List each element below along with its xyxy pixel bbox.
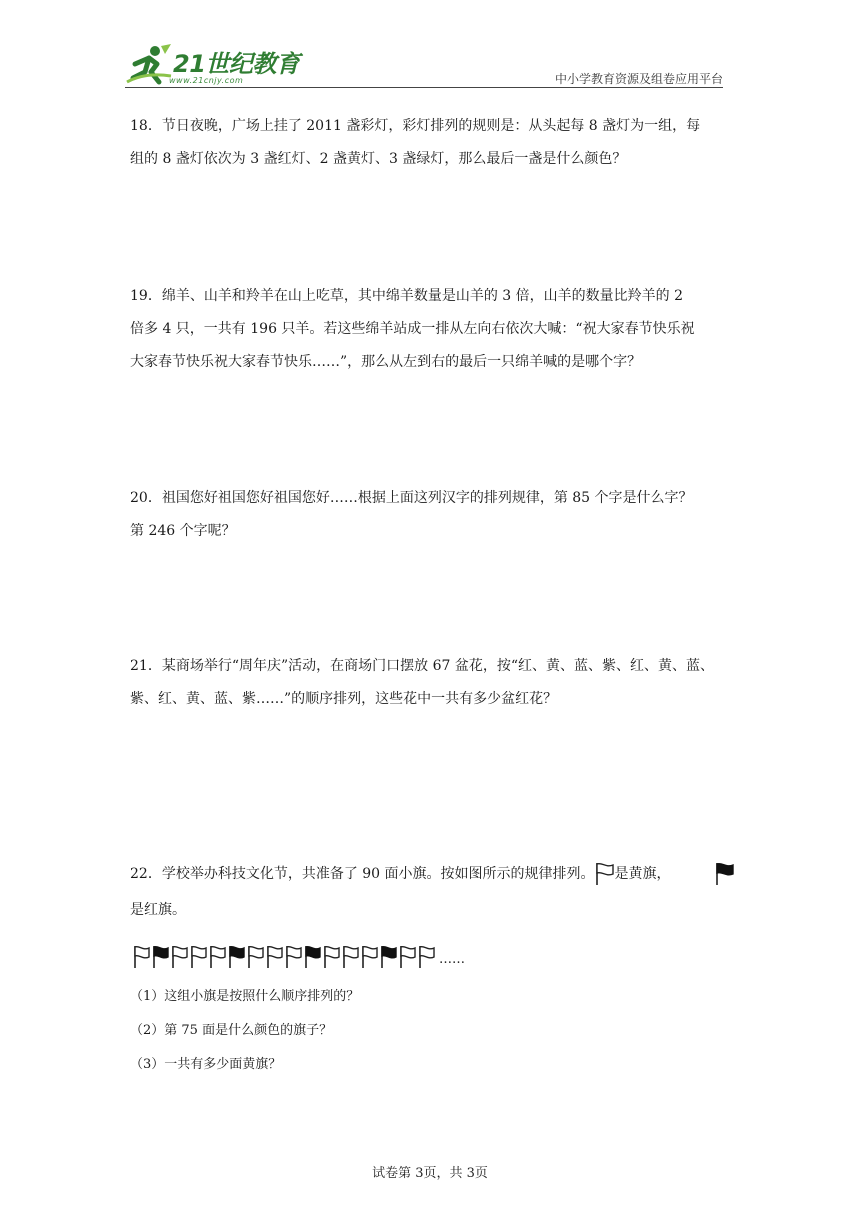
question-line: 组的 8 盏灯依次为 3 盏红灯、2 盏黄灯、3 盏绿灯，那么最后一盏是什么颜色？ — [130, 151, 627, 167]
question-18 — [130, 110, 730, 176]
red-flag-icon — [715, 862, 735, 886]
yellow-flag-label: 是黄旗， — [614, 866, 671, 882]
red-flag-icon — [228, 945, 246, 969]
yellow-flag-icon — [209, 945, 227, 969]
question-20 — [130, 482, 730, 548]
yellow-flag-icon — [361, 945, 379, 969]
question-22 — [130, 856, 730, 928]
red-flag-icon — [152, 945, 170, 969]
question-line: 20．祖国您好祖国您好祖国您好……根据上面这列汉字的排列规律，第 85 个字是什么字？ — [130, 490, 693, 506]
yellow-flag-icon — [247, 945, 265, 969]
yellow-flag-icon — [595, 862, 615, 886]
red-flag-icon — [304, 945, 322, 969]
question-line: 18．节日夜晚，广场上挂了 2011 盏彩灯，彩灯排列的规则是：从头起每 8 盏灯为一组，每 — [130, 118, 701, 134]
runner-logo-icon — [125, 42, 173, 88]
logo — [125, 42, 300, 92]
header-divider — [125, 87, 723, 88]
flag-ellipsis: …… — [439, 952, 465, 967]
yellow-flag-icon — [418, 945, 436, 969]
question-line: 大家春节快乐祝大家春节快乐……”，那么从左到右的最后一只绵羊喊的是哪个字？ — [130, 354, 642, 370]
question-21 — [130, 650, 730, 716]
sub-question-2: （2）第 75 面是什么颜色的旗子？ — [130, 1023, 333, 1038]
red-flag-icon — [380, 945, 398, 969]
logo-text: 21世纪教育 — [173, 50, 300, 78]
sub-question-1: （1）这组小旗是按照什么顺序排列的？ — [130, 989, 360, 1004]
yellow-flag-icon — [399, 945, 417, 969]
yellow-flag-icon — [171, 945, 189, 969]
platform-title: 中小学教育资源及组卷应用平台 — [554, 72, 723, 86]
question-line: 22．学校举办科技文化节，共准备了 90 面小旗。按如图所示的规律排列。 — [130, 866, 595, 882]
logo-url: www.21cnjy.com — [169, 76, 244, 85]
question-line: 21．某商场举行“周年庆”活动，在商场门口摆放 67 盆花，按“红、黄、蓝、紫、红、黄、蓝、 — [130, 658, 714, 674]
flag-sequence — [133, 943, 465, 969]
yellow-flag-icon — [285, 945, 303, 969]
page-footer: 试卷第 3页，共 3页 — [372, 1166, 488, 1181]
yellow-flag-icon — [342, 945, 360, 969]
question-line: 第 246 个字呢？ — [130, 523, 236, 539]
yellow-flag-icon — [133, 945, 151, 969]
sub-question-3: （3）一共有多少面黄旗？ — [130, 1057, 282, 1072]
question-line: 19．绵羊、山羊和羚羊在山上吃草，其中绵羊数量是山羊的 3 倍，山羊的数量比羚羊的 2 — [130, 288, 683, 304]
question-line: 是红旗。 — [130, 902, 186, 918]
yellow-flag-icon — [266, 945, 284, 969]
yellow-flag-icon — [190, 945, 208, 969]
page-header — [0, 0, 860, 100]
question-line: 紫、红、黄、蓝、紫……”的顺序排列，这些花中一共有多少盆红花？ — [130, 691, 558, 707]
yellow-flag-icon — [323, 945, 341, 969]
question-line: 倍多 4 只，一共有 196 只羊。若这些绵羊站成一排从左向右依次大喊：“祝大家春节快乐祝 — [130, 321, 695, 337]
question-19 — [130, 280, 730, 379]
